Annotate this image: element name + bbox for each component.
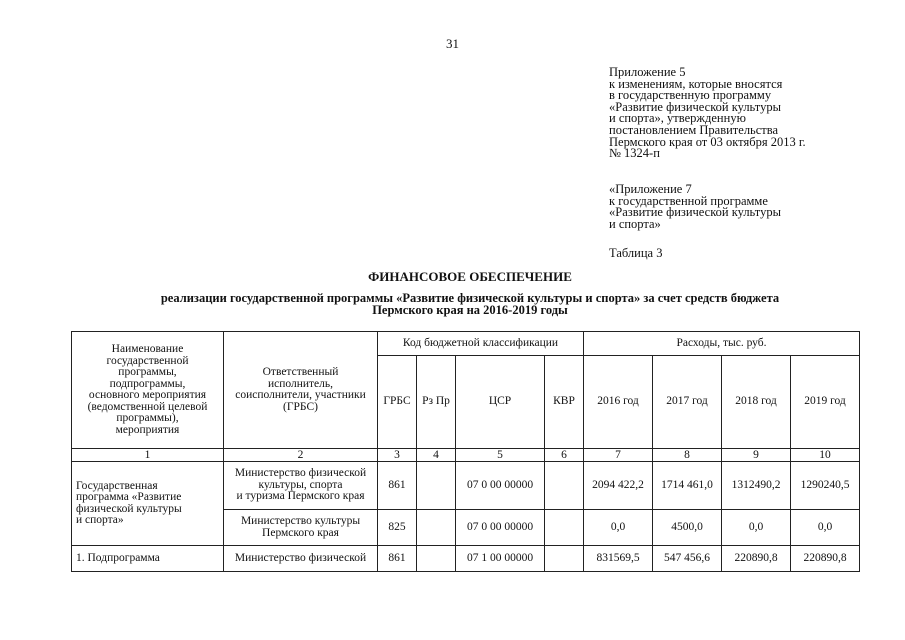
index-cell: 8 xyxy=(653,449,722,462)
header-2018: 2018 год xyxy=(722,356,791,449)
amount-2017: 547 456,6 xyxy=(653,546,722,572)
index-cell: 10 xyxy=(791,449,860,462)
rzpr-cell xyxy=(417,462,456,510)
index-cell: 1 xyxy=(72,449,224,462)
header-2016: 2016 год xyxy=(584,356,653,449)
header-csr: ЦСР xyxy=(456,356,545,449)
amount-2018: 0,0 xyxy=(722,510,791,546)
financing-table xyxy=(71,331,860,572)
amount-2017: 4500,0 xyxy=(653,510,722,546)
kvr-cell xyxy=(545,546,584,572)
table-row xyxy=(72,546,860,572)
index-cell: 4 xyxy=(417,449,456,462)
header-name: Наименование государственной программы, подпрограммы, основного мероприятия (ведомственной целевой программы), мероприятия xyxy=(72,332,224,449)
csr-cell: 07 0 00 00000 xyxy=(456,462,545,510)
index-cell: 3 xyxy=(378,449,417,462)
executor-cell: Министерство физической культуры, спорта и туризма Пермского края xyxy=(224,462,378,510)
grbs-cell: 825 xyxy=(378,510,417,546)
program-name: Государственная программа «Развитие физической культуры и спорта» xyxy=(72,462,224,546)
rzpr-cell xyxy=(417,546,456,572)
amount-2018: 220890,8 xyxy=(722,546,791,572)
amount-2019: 220890,8 xyxy=(791,546,860,572)
executor-cell: Министерство физической xyxy=(224,546,378,572)
amount-2016: 0,0 xyxy=(584,510,653,546)
amount-2018: 1312490,2 xyxy=(722,462,791,510)
header-kvr: КВР xyxy=(545,356,584,449)
header-executor: Ответственный исполнитель, соисполнители, участники (ГРБС) xyxy=(224,332,378,449)
document-subtitle: реализации государственной программы «Развитие физической культуры и спорта» за счет средств бюджета Пермского края на 2016-2019 годы xyxy=(160,291,780,317)
header-grbs: ГРБС xyxy=(378,356,417,449)
kvr-cell xyxy=(545,510,584,546)
executor-cell: Министерство культуры Пермского края xyxy=(224,510,378,546)
csr-cell: 07 1 00 00000 xyxy=(456,546,545,572)
amount-2016: 831569,5 xyxy=(584,546,653,572)
header-expenses: Расходы, тыс. руб. xyxy=(584,332,860,356)
page-number: 31 xyxy=(446,36,459,51)
index-cell: 2 xyxy=(224,449,378,462)
header-2019: 2019 год xyxy=(791,356,860,449)
index-cell: 7 xyxy=(584,449,653,462)
csr-cell: 07 0 00 00000 xyxy=(456,510,545,546)
document-title: ФИНАНСОВОЕ ОБЕСПЕЧЕНИЕ xyxy=(368,269,572,284)
subprogram-name: 1. Подпрограмма xyxy=(72,546,224,572)
index-row xyxy=(72,449,860,462)
header-rzpr: Рз Пр xyxy=(417,356,456,449)
amount-2019: 1290240,5 xyxy=(791,462,860,510)
index-cell: 9 xyxy=(722,449,791,462)
annex-note: Приложение 5 к изменениям, которые вносятся в государственную программу «Развитие физической культуры и спорта», утвержденную постановлением Правительства Пермского края от 03 октября 2013 г. № 1324-п xyxy=(609,65,806,161)
kvr-cell xyxy=(545,462,584,510)
grbs-cell: 861 xyxy=(378,462,417,510)
table-label: Таблица 3 xyxy=(609,246,663,260)
annex-note-2: «Приложение 7 к государственной программе «Развитие физической культуры и спорта» xyxy=(609,182,781,231)
table-row xyxy=(72,462,860,510)
index-cell: 6 xyxy=(545,449,584,462)
index-cell: 5 xyxy=(456,449,545,462)
amount-2017: 1714 461,0 xyxy=(653,462,722,510)
grbs-cell: 861 xyxy=(378,546,417,572)
amount-2019: 0,0 xyxy=(791,510,860,546)
rzpr-cell xyxy=(417,510,456,546)
amount-2016: 2094 422,2 xyxy=(584,462,653,510)
header-2017: 2017 год xyxy=(653,356,722,449)
header-budget-code: Код бюджетной классификации xyxy=(378,332,584,356)
